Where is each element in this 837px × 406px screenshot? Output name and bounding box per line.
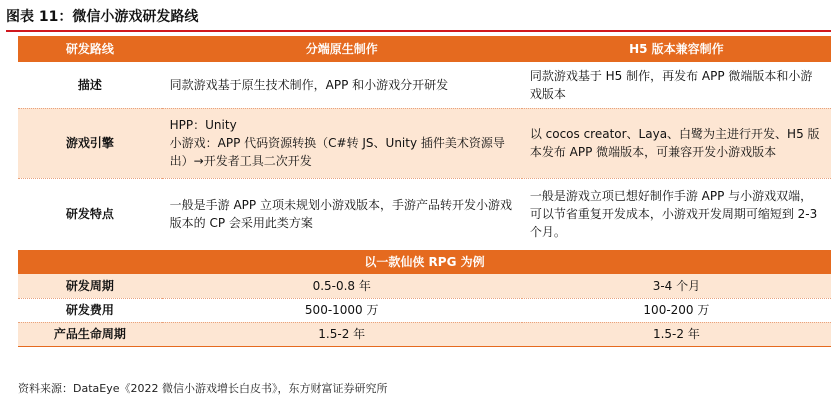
cell-h5-dev-cost: 100-200 万 [522, 298, 831, 322]
comparison-table [18, 36, 831, 347]
row-label-features: 研发特点 [18, 178, 162, 250]
table-row [18, 108, 831, 178]
cell-h5-engine: 以 cocos creator、Laya、白鹭为主进行开发、H5 版本发布 APP 微端版本，可兼容开发小游戏版本 [522, 108, 831, 178]
cell-native-description: 同款游戏基于原生技术制作，APP 和小游戏分开研发 [162, 62, 522, 108]
table-row [18, 298, 831, 322]
cell-native-dev-cost: 500-1000 万 [162, 298, 522, 322]
header-route: 研发路线 [18, 36, 162, 62]
row-label-lifecycle: 产品生命周期 [18, 322, 162, 346]
figure-title: 图表 11：微信小游戏研发路线 [6, 9, 199, 25]
cell-native-lifecycle: 1.5-2 年 [162, 322, 522, 346]
table-row [18, 62, 831, 108]
title-divider [6, 30, 831, 32]
source-note: 资料来源：DataEye《2022 微信小游戏增长白皮书》，东方财富证券研究所 [18, 382, 388, 395]
cell-native-dev-cycle: 0.5-0.8 年 [162, 274, 522, 298]
cell-h5-dev-cycle: 3-4 个月 [522, 274, 831, 298]
engine-line-app: HPP：Unity [169, 118, 237, 132]
table-row [18, 322, 831, 346]
table-row [18, 274, 831, 298]
subheader-row [18, 250, 831, 274]
engine-line-minigame: 小游戏：APP 代码资源转换（C#转 JS、Unity 插件美术资源导出）→开发者工具二次开发 [169, 136, 505, 168]
row-label-description: 描述 [18, 62, 162, 108]
cell-native-engine [162, 108, 522, 178]
header-h5: H5 版本兼容制作 [522, 36, 831, 62]
cell-native-features: 一般是手游 APP 立项未规划小游戏版本，手游产品转开发小游戏版本的 CP 会采用此类方案 [162, 178, 522, 250]
table-header-row [18, 36, 831, 62]
row-label-dev-cycle: 研发周期 [18, 274, 162, 298]
cell-h5-description: 同款游戏基于 H5 制作，再发布 APP 微端版本和小游戏版本 [522, 62, 831, 108]
table-row [18, 178, 831, 250]
subheader-example: 以一款仙侠 RPG 为例 [18, 250, 831, 274]
row-label-engine: 游戏引擎 [18, 108, 162, 178]
cell-h5-features: 一般是游戏立项已想好制作手游 APP 与小游戏双端，可以节省重复开发成本，小游戏开发周期可缩短到 2-3 个月。 [522, 178, 831, 250]
cell-h5-lifecycle: 1.5-2 年 [522, 322, 831, 346]
header-native: 分端原生制作 [162, 36, 522, 62]
row-label-dev-cost: 研发费用 [18, 298, 162, 322]
